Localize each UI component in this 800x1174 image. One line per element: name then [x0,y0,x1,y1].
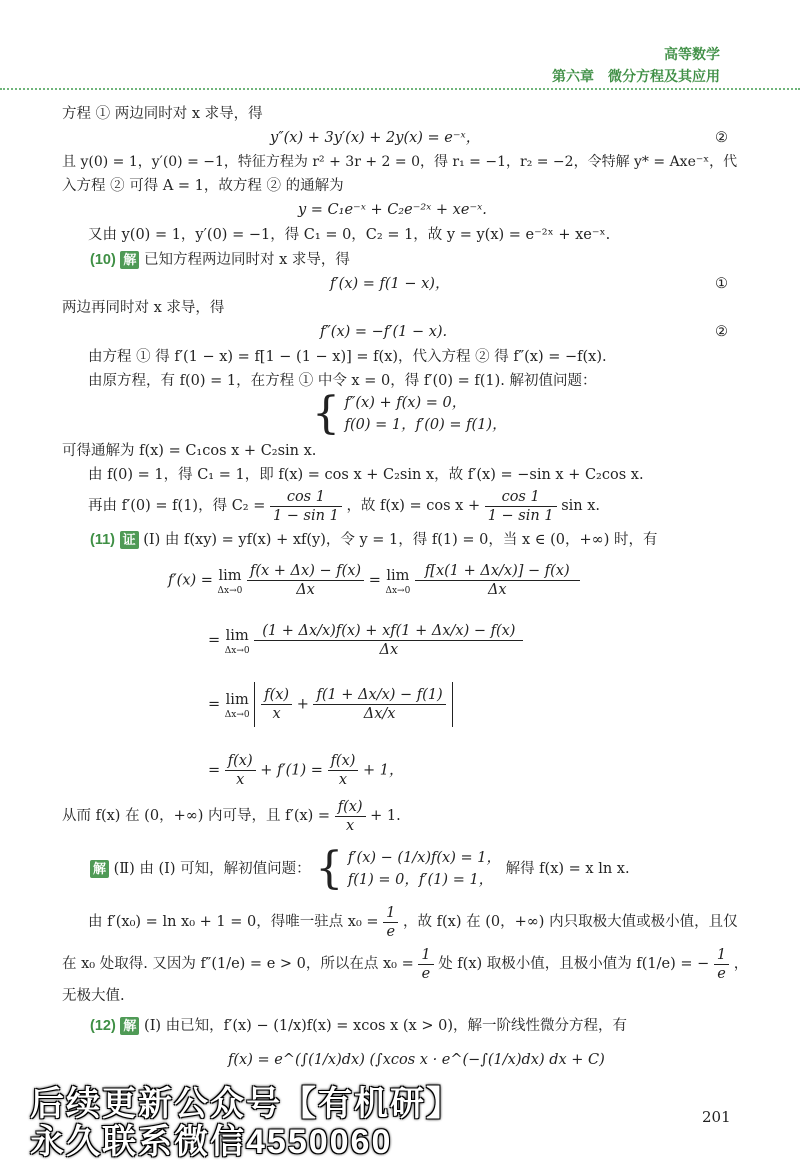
fraction-numerator: 1 [383,904,398,923]
text-line: 且 y(0) = 1，y′(0) = −1，特征方程为 r² + 3r + 2 = 0，得 r₁ = −1，r₂ = −2，令特解 y* = Axe⁻ˣ，代 [62,154,738,170]
limit [218,566,243,596]
text-line: 由方程 ① 得 f′(1 − x) = f[1 − (1 − x)] = f(x)，代入方程 ② 得 f″(x) = −f(x). [88,349,607,365]
fraction [415,562,580,599]
fraction-denominator: Δx [487,582,507,598]
fraction-denominator: Δx/x [363,706,396,722]
text-fragment: ， [733,956,749,972]
equation: f″(x) = −f′(1 − x). [320,324,448,340]
fraction-numerator: cos 1 [270,488,342,507]
problem-text: (Ⅰ) 由已知，f′(x) − (1/x)f(x) = xcos x (x > 0)，解一阶线性微分方程，有 [144,1018,627,1034]
fraction-denominator: 1 − sin 1 [487,507,554,524]
text-fragment: ，故 f(x) 在 (0，+∞) 内只取极大值或极小值，且仅 [403,914,738,930]
text-line: 又由 y(0) = 1，y′(0) = −1，得 C₁ = 0，C₂ = 1，故 y = y(x) = e⁻²ˣ + xe⁻ˣ. [88,227,611,243]
derivation-line: = $\frac{f(x)}{x}$ + f′(1) = $\frac{f(x)}{x}$ + 1， [208,753,404,788]
fraction [270,488,342,525]
fraction [335,798,366,835]
derivation-line: f′(x) = lim Δx→0 $\frac{f(x + \Delta x) - f(x)}{\Delta x}$ = lim Δx→0 $\frac{f[x(1 + \Delta x/x)] - f(x)}{\Delta x}$ [168,562,580,599]
text-fragment: 由 f′(x₀) = ln x₀ + 1 = 0，得唯一驻点 x₀ = [88,914,379,930]
equation: f′(x) = f(1 − x)， [330,276,450,292]
watermark-line-1: 后续更新公众号【有机研】 [30,1085,462,1123]
equation-system [312,388,507,439]
derivation-text: + f′(1) = [260,762,323,779]
fraction [485,488,557,525]
problem-text: 已知方程两边同时对 x 求导，得 [144,252,350,268]
fraction-numerator: f(x) [225,752,256,771]
equation-number: ① [715,276,728,292]
problem-12-heading [90,1016,627,1036]
text-line: 方程 ① 两边同时对 x 求导，得 [62,106,263,122]
fraction [225,752,256,789]
watermark-line-2: 永久联系微信4550060 [30,1123,393,1161]
limit-word: lim [386,567,410,584]
limit [225,626,250,656]
derivation-line: = lim Δx→0 $\frac{f(x)}{x}$ + $\frac{f(1 + \Delta x/x) - f(1)}{\Delta x/x}$ [208,682,453,727]
text-fragment: 在 x₀ 处取得. 又因为 f″(1/e) = e > 0，所以在点 x₀ = [62,956,414,972]
solution-badge: 解 [120,1017,139,1035]
fraction-numerator: f(x) [335,798,366,817]
problem-10-heading [90,250,350,270]
text-line: 入方程 ② 可得 A = 1，故方程 ② 的通解为 [62,178,344,194]
text-line [88,486,600,526]
proof-badge: 证 [120,531,139,549]
solution-badge: 解 [90,860,109,878]
problem-text: (Ⅱ) 由 (Ⅰ) 可知，解初值问题： [113,861,311,877]
fraction [383,904,398,941]
fraction-numerator: f(x + Δx) − f(x) [247,562,364,581]
limit-word: lim [218,567,242,584]
fraction-denominator: x [338,772,348,788]
fraction [247,562,364,599]
brace-icon: { [312,388,340,439]
fraction [254,622,523,659]
text-fragment: 再由 f′(0) = f(1)，得 C₂ = [88,498,266,514]
system-line: f″(x) + f(x) = 0， [344,395,467,411]
fraction-denominator: x [236,772,245,788]
fraction-denominator: x [272,706,281,722]
fraction-numerator: f(x) [328,752,359,771]
system-line: f′(x) − (1/x)f(x) = 1， [347,850,501,866]
fraction-denominator: Δx [296,582,315,598]
derivation-text: + 1， [363,762,404,779]
fraction-numerator: f[x(1 + Δx/x)] − f(x) [415,562,580,581]
fraction [313,686,445,723]
equation: y″(x) + 3y′(x) + 2y(x) = e⁻ˣ， [270,130,481,146]
fraction-numerator: (1 + Δx/x)f(x) + xf(1 + Δx/x) − f(x) [254,622,523,641]
limit-subscript: Δx→0 [385,585,411,596]
limit-word: lim [225,627,249,644]
fraction-denominator: 1 − sin 1 [272,507,339,524]
solution-badge: 解 [120,251,139,269]
problem-number: (12) [90,1018,116,1034]
equation-number: ② [715,324,728,340]
fraction-denominator: e [421,965,431,982]
problem-11-heading [90,530,658,550]
text-line [88,902,738,942]
fraction-numerator: f(x) [261,686,292,705]
problem-text: (Ⅰ) 由 f(xy) = yf(x) + xf(y)，令 y = 1，得 f(1) = 0，当 x ∈ (0，+∞) 时，有 [143,532,658,548]
text-line: 无极大值. [62,988,125,1004]
fraction-denominator: e [386,923,396,940]
bracket-group: $\frac{f(x)}{x}$ + $\frac{f(1 + \Delta x/x) - f(1)}{\Delta x/x}$ [254,682,453,727]
limit-subscript: Δx→0 [224,645,250,656]
fraction-numerator: 1 [418,946,433,965]
text-line: 由 f(0) = 1，得 C₁ = 1，即 f(x) = cos x + C₂sin x，故 f′(x) = −sin x + C₂cos x. [88,467,644,483]
text-fragment: 处 f(x) 取极小值，且极小值为 f(1/e) = − [438,956,710,972]
fraction-numerator: cos 1 [485,488,557,507]
fraction-numerator: 1 [714,946,729,965]
text-line [62,796,401,836]
problem-number: (10) [90,252,116,268]
text-line: 由原方程，有 f(0) = 1，在方程 ① 中令 x = 0，得 f′(0) = f(1). 解初值问题： [88,373,597,389]
page-number: 201 [702,1108,731,1126]
equation-number: ② [715,130,728,146]
fraction-denominator: Δx [379,642,399,658]
fraction-denominator: x [346,817,355,834]
text-fragment: ，故 f(x) = cos x + [346,498,481,514]
limit-subscript: Δx→0 [217,585,243,596]
text-line: 两边再同时对 x 求导，得 [62,300,225,316]
problem-text: 解得 f(x) = x ln x. [505,861,630,877]
header-book-title: 高等数学 [664,46,720,62]
fraction [261,686,292,723]
system-line: f(0) = 1，f′(0) = f(1)， [344,417,507,433]
text-fragment: + 1. [370,808,401,824]
text-fragment: 从而 f(x) 在 (0，+∞) 内可导，且 f′(x) = [62,808,331,824]
limit-subscript: Δx→0 [224,709,250,720]
limit [385,566,410,596]
header-chapter-title: 第六章 微分方程及其应用 [552,68,720,84]
header-divider [0,88,800,90]
problem-11-part2 [90,843,630,894]
fraction-denominator: e [717,965,726,982]
system-line: f(1) = 0，f′(1) = 1， [347,872,494,888]
text-line: 可得通解为 f(x) = C₁cos x + C₂sin x. [62,443,317,459]
fraction [714,946,729,983]
fraction [418,946,433,983]
fraction [328,752,359,789]
limit [225,690,250,720]
text-line [62,944,748,984]
derivation-lhs: f′(x) = [168,572,213,589]
brace-icon: { [315,843,344,894]
fraction-numerator: f(1 + Δx/x) − f(1) [313,686,445,705]
text-fragment: sin x. [561,498,601,514]
equation: f(x) = e^(∫(1/x)dx) (∫xcos x · e^(−∫(1/x)dx) dx + C) [228,1052,605,1068]
limit-word: lim [225,691,249,708]
problem-number: (11) [90,532,115,548]
equation: y = C₁e⁻ˣ + C₂e⁻²ˣ + xe⁻ˣ. [298,202,487,218]
derivation-line: = lim Δx→0 $\frac{(1 + \Delta x/x)f(x) + xf(1 + \Delta x/x) - f(x)}{\Delta x}$ [208,622,523,659]
